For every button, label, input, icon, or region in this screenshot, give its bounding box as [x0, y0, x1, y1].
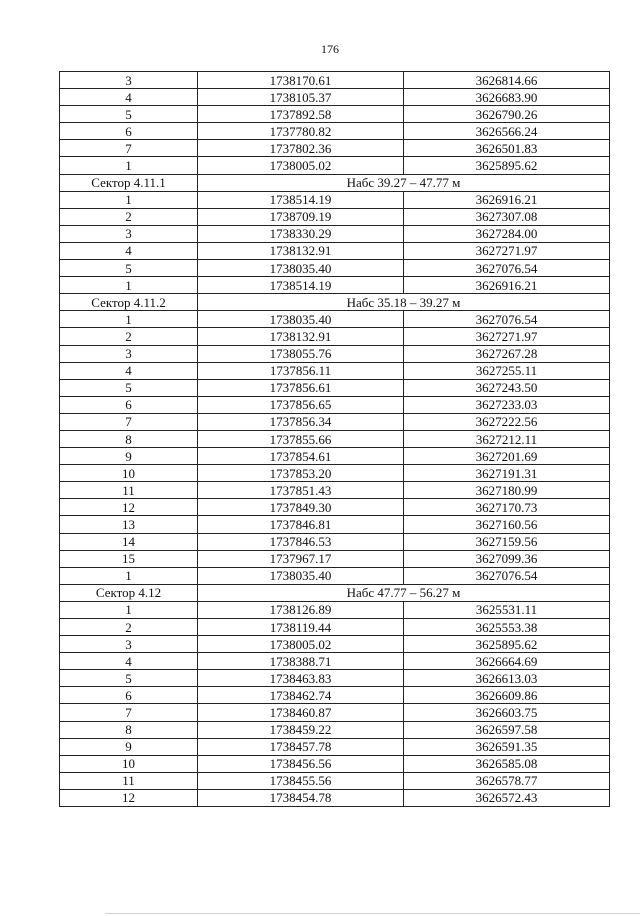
sector-name: Сектор 4.11.1: [60, 174, 198, 191]
table-row: [60, 106, 610, 123]
coordinate-y: 3627191.31: [404, 465, 610, 482]
coordinate-y: 3627201.69: [404, 448, 610, 465]
table-row: [60, 362, 610, 379]
coordinate-x: 1737846.81: [198, 516, 404, 533]
coordinate-x: 1738459.22: [198, 721, 404, 738]
table-row: [60, 670, 610, 687]
point-number: 5: [60, 260, 198, 277]
point-number: 15: [60, 550, 198, 567]
coordinate-y: 3626916.21: [404, 191, 610, 208]
coordinate-x: 1737851.43: [198, 482, 404, 499]
point-number: 3: [60, 345, 198, 362]
point-number: 9: [60, 448, 198, 465]
point-number: 1: [60, 191, 198, 208]
point-number: 2: [60, 619, 198, 636]
sector-height-range: Набс 47.77 – 56.27 м: [198, 584, 610, 601]
point-number: 1: [60, 601, 198, 618]
coordinate-x: 1737856.65: [198, 396, 404, 413]
table-row: [60, 704, 610, 721]
table-row: [60, 225, 610, 242]
coordinate-y: 3626597.58: [404, 721, 610, 738]
coordinate-y: 3625531.11: [404, 601, 610, 618]
sector-name: Сектор 4.11.2: [60, 294, 198, 311]
coordinate-y: 3627243.50: [404, 379, 610, 396]
coordinate-x: 1738035.40: [198, 567, 404, 584]
point-number: 6: [60, 123, 198, 140]
sector-name: Сектор 4.12: [60, 584, 198, 601]
coordinate-x: 1738055.76: [198, 345, 404, 362]
coordinate-y: 3626814.66: [404, 72, 610, 89]
point-number: 12: [60, 499, 198, 516]
point-number: 6: [60, 687, 198, 704]
table-row: [60, 379, 610, 396]
coordinate-x: 1738035.40: [198, 260, 404, 277]
table-row: [60, 208, 610, 225]
sector-header-row: [60, 294, 610, 311]
coordinate-y: 3626572.43: [404, 789, 610, 806]
sector-header-row: [60, 174, 610, 191]
table-row: [60, 123, 610, 140]
point-number: 11: [60, 772, 198, 789]
coordinate-y: 3626609.86: [404, 687, 610, 704]
point-number: 13: [60, 516, 198, 533]
coordinate-x: 1738132.91: [198, 328, 404, 345]
coordinate-x: 1737802.36: [198, 140, 404, 157]
point-number: 5: [60, 106, 198, 123]
coordinate-x: 1738456.56: [198, 755, 404, 772]
coordinate-y: 3627307.08: [404, 208, 610, 225]
table-row: [60, 89, 610, 106]
table-row: [60, 328, 610, 345]
coordinate-x: 1737780.82: [198, 123, 404, 140]
table-row: [60, 755, 610, 772]
page-number: 176: [321, 42, 339, 56]
table-row: [60, 601, 610, 618]
coordinate-y: 3626501.83: [404, 140, 610, 157]
coordinate-y: 3627267.28: [404, 345, 610, 362]
coordinate-x: 1737856.61: [198, 379, 404, 396]
coordinate-y: 3626566.24: [404, 123, 610, 140]
table-row: [60, 396, 610, 413]
coordinate-y: 3626613.03: [404, 670, 610, 687]
sector-height-range: Набс 35.18 – 39.27 м: [198, 294, 610, 311]
coordinate-x: 1738462.74: [198, 687, 404, 704]
coordinate-y: 3625895.62: [404, 636, 610, 653]
point-number: 8: [60, 430, 198, 447]
coordinate-x: 1737849.30: [198, 499, 404, 516]
coordinate-x: 1738119.44: [198, 619, 404, 636]
table-row: [60, 242, 610, 259]
coordinate-y: 3627159.56: [404, 533, 610, 550]
table-row: [60, 345, 610, 362]
coordinate-x: 1738460.87: [198, 704, 404, 721]
point-number: 4: [60, 89, 198, 106]
coordinate-y: 3627271.97: [404, 328, 610, 345]
table-row: [60, 619, 610, 636]
point-number: 8: [60, 721, 198, 738]
table-row: [60, 413, 610, 430]
page-bottom-edge: [105, 913, 640, 914]
coordinate-y: 3626664.69: [404, 653, 610, 670]
coordinate-x: 1738005.02: [198, 636, 404, 653]
table-row: [60, 260, 610, 277]
coordinates-table-body: [60, 72, 610, 807]
table-row: [60, 687, 610, 704]
coordinate-y: 3626790.26: [404, 106, 610, 123]
table-row: [60, 482, 610, 499]
table-row: [60, 311, 610, 328]
point-number: 10: [60, 465, 198, 482]
point-number: 3: [60, 72, 198, 89]
table-row: [60, 277, 610, 294]
point-number: 12: [60, 789, 198, 806]
coordinate-y: 3626916.21: [404, 277, 610, 294]
table-row: [60, 72, 610, 89]
coordinate-x: 1738005.02: [198, 157, 404, 174]
coordinate-x: 1738457.78: [198, 738, 404, 755]
point-number: 1: [60, 157, 198, 174]
coordinate-x: 1737854.61: [198, 448, 404, 465]
table-row: [60, 191, 610, 208]
point-number: 14: [60, 533, 198, 550]
table-row: [60, 499, 610, 516]
point-number: 3: [60, 636, 198, 653]
coordinate-x: 1737856.34: [198, 413, 404, 430]
coordinate-y: 3626591.35: [404, 738, 610, 755]
coordinate-y: 3626578.77: [404, 772, 610, 789]
coordinate-x: 1738514.19: [198, 191, 404, 208]
table-row: [60, 465, 610, 482]
coordinate-y: 3626683.90: [404, 89, 610, 106]
coordinate-y: 3627076.54: [404, 311, 610, 328]
coordinate-x: 1738463.83: [198, 670, 404, 687]
point-number: 5: [60, 670, 198, 687]
table-row: [60, 738, 610, 755]
coordinate-x: 1738455.56: [198, 772, 404, 789]
point-number: 4: [60, 653, 198, 670]
coordinate-x: 1737853.20: [198, 465, 404, 482]
table-row: [60, 157, 610, 174]
coordinate-y: 3627271.97: [404, 242, 610, 259]
coordinate-y: 3627076.54: [404, 567, 610, 584]
table-row: [60, 430, 610, 447]
coordinate-y: 3627255.11: [404, 362, 610, 379]
coordinate-x: 1738035.40: [198, 311, 404, 328]
sector-header-row: [60, 584, 610, 601]
table-row: [60, 516, 610, 533]
point-number: 1: [60, 277, 198, 294]
table-row: [60, 772, 610, 789]
table-row: [60, 789, 610, 806]
point-number: 1: [60, 311, 198, 328]
point-number: 2: [60, 208, 198, 225]
coordinate-x: 1738330.29: [198, 225, 404, 242]
point-number: 11: [60, 482, 198, 499]
point-number: 7: [60, 704, 198, 721]
table-row: [60, 140, 610, 157]
coordinate-x: 1738709.19: [198, 208, 404, 225]
coordinate-y: 3627160.56: [404, 516, 610, 533]
point-number: 6: [60, 396, 198, 413]
coordinate-x: 1737855.66: [198, 430, 404, 447]
sector-height-range: Набс 39.27 – 47.77 м: [198, 174, 610, 191]
coordinate-x: 1738514.19: [198, 277, 404, 294]
table-row: [60, 533, 610, 550]
coordinate-x: 1737846.53: [198, 533, 404, 550]
coordinate-x: 1738454.78: [198, 789, 404, 806]
point-number: 9: [60, 738, 198, 755]
point-number: 10: [60, 755, 198, 772]
point-number: 1: [60, 567, 198, 584]
point-number: 4: [60, 242, 198, 259]
coordinate-y: 3627222.56: [404, 413, 610, 430]
coordinate-y: 3627099.36: [404, 550, 610, 567]
table-row: [60, 567, 610, 584]
coordinate-y: 3627212.11: [404, 430, 610, 447]
coordinate-y: 3627076.54: [404, 260, 610, 277]
coordinate-y: 3625553.38: [404, 619, 610, 636]
coordinates-table: [59, 71, 610, 807]
coordinate-x: 1738126.89: [198, 601, 404, 618]
point-number: 4: [60, 362, 198, 379]
table-row: [60, 653, 610, 670]
coordinate-y: 3627284.00: [404, 225, 610, 242]
coordinate-x: 1737892.58: [198, 106, 404, 123]
coordinate-x: 1738388.71: [198, 653, 404, 670]
coordinate-x: 1737856.11: [198, 362, 404, 379]
table-row: [60, 448, 610, 465]
coordinate-y: 3626603.75: [404, 704, 610, 721]
coordinate-x: 1737967.17: [198, 550, 404, 567]
point-number: 7: [60, 413, 198, 430]
coordinate-y: 3625895.62: [404, 157, 610, 174]
coordinate-x: 1738105.37: [198, 89, 404, 106]
point-number: 2: [60, 328, 198, 345]
table-row: [60, 550, 610, 567]
table-row: [60, 721, 610, 738]
point-number: 5: [60, 379, 198, 396]
coordinate-y: 3627233.03: [404, 396, 610, 413]
coordinate-y: 3626585.08: [404, 755, 610, 772]
coordinate-x: 1738132.91: [198, 242, 404, 259]
coordinate-y: 3627170.73: [404, 499, 610, 516]
coordinate-x: 1738170.61: [198, 72, 404, 89]
point-number: 3: [60, 225, 198, 242]
point-number: 7: [60, 140, 198, 157]
table-row: [60, 636, 610, 653]
coordinate-y: 3627180.99: [404, 482, 610, 499]
